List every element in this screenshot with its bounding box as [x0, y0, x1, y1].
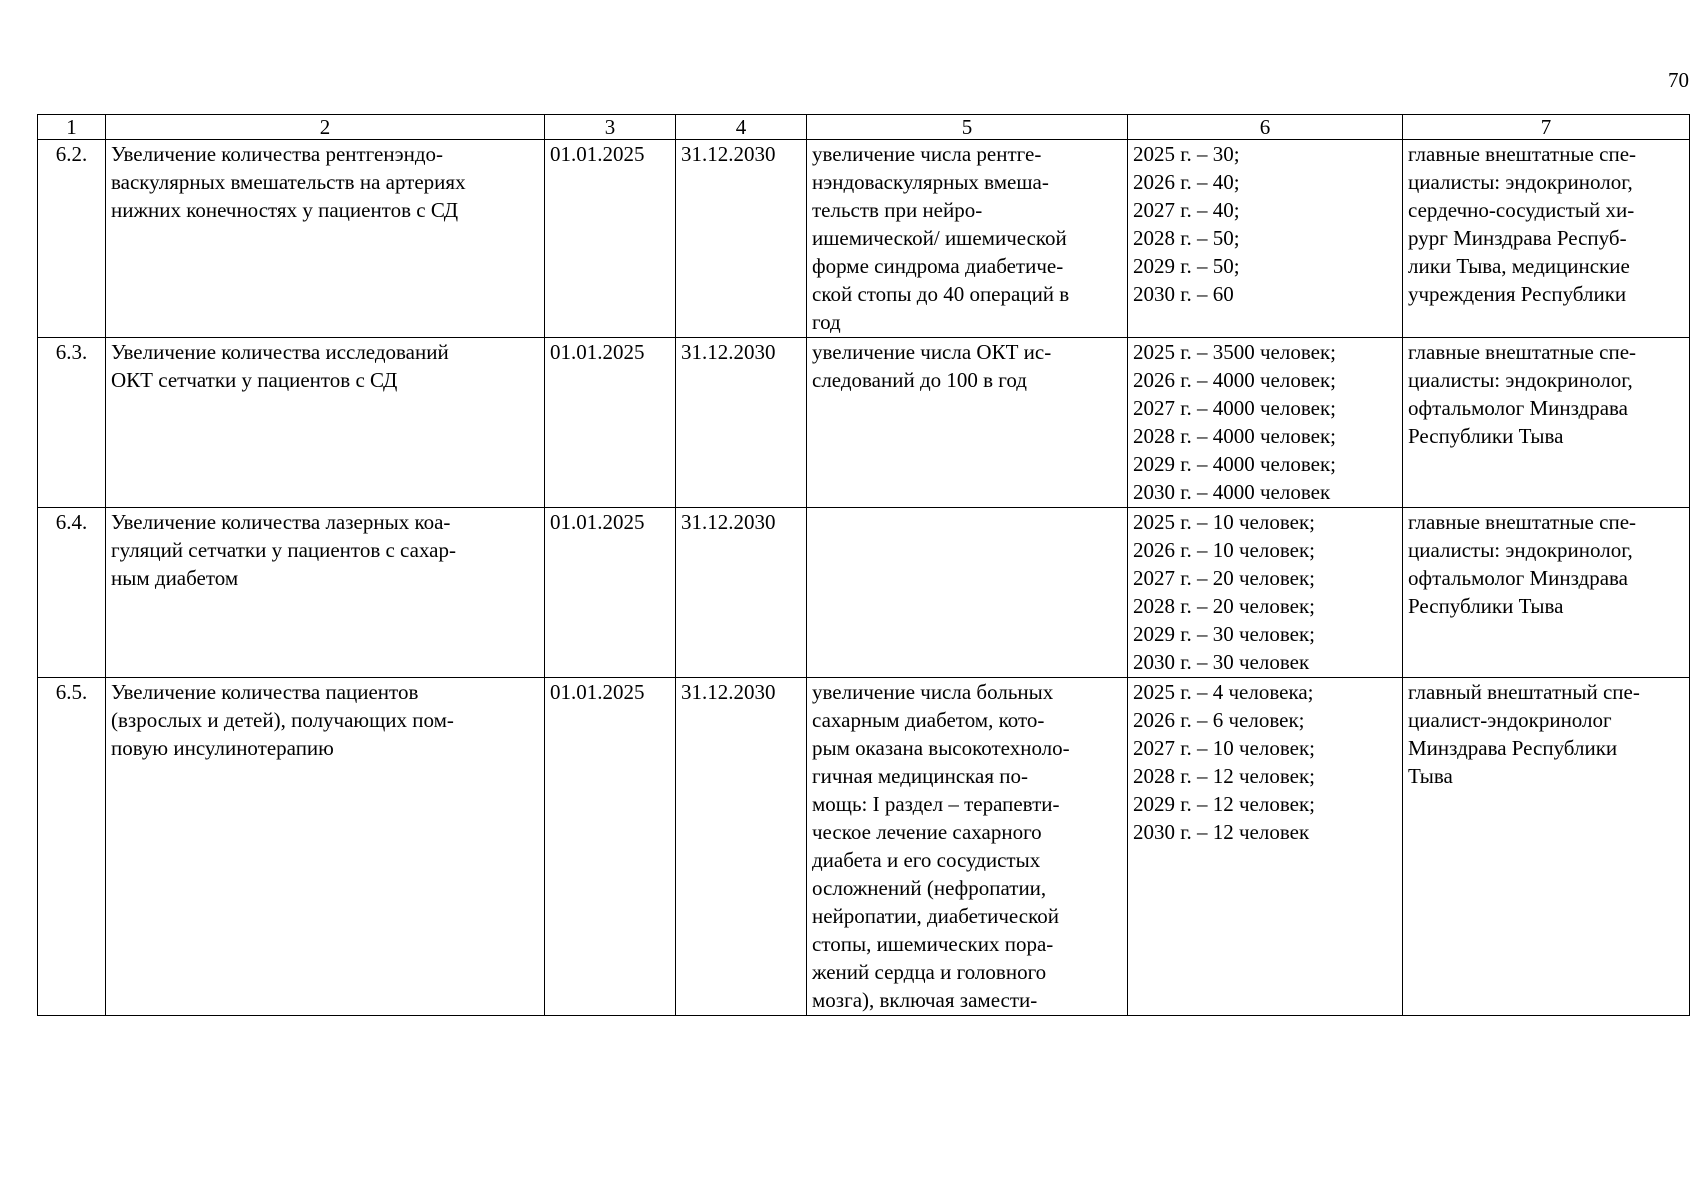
- header-cell-4: 4: [676, 115, 807, 140]
- header-cell-2: 2: [106, 115, 545, 140]
- target-line: 2028 г. – 50;: [1133, 226, 1240, 250]
- target-line: 2030 г. – 4000 человек: [1133, 480, 1331, 504]
- header-cell-7: 7: [1403, 115, 1690, 140]
- table-row: [38, 678, 1690, 1016]
- header-cell-6: 6: [1128, 115, 1403, 140]
- responsible: главный внештатный спе- циалист-эндокринолог Минздрава Республики Тыва: [1403, 678, 1690, 1016]
- target-line: 2029 г. – 4000 человек;: [1133, 452, 1337, 476]
- indicator: увеличение числа рентге- нэндоваскулярных вмеша- тельств при нейро- ишемической/ ишемической форме синдрома диабетиче- ской стопы до 40 операций в год: [807, 140, 1128, 338]
- measure-title: Увеличение количества исследований ОКТ сетчатки у пациентов с СД: [106, 338, 545, 508]
- indicator: увеличение числа ОКТ ис- следований до 100 в год: [807, 338, 1128, 508]
- header-row: [38, 115, 1690, 140]
- header-cell-1: 1: [38, 115, 106, 140]
- target-line: 2025 г. – 30;: [1133, 142, 1240, 166]
- target-line: 2029 г. – 12 человек;: [1133, 792, 1316, 816]
- table-row: [38, 140, 1690, 338]
- page-number: 70: [1668, 68, 1689, 92]
- target-line: 2027 г. – 40;: [1133, 198, 1240, 222]
- responsible: главные внештатные спе- циалисты: эндокринолог, офтальмолог Минздрава Республики Тыва: [1403, 508, 1690, 678]
- start-date: 01.01.2025: [545, 338, 676, 508]
- end-date: 31.12.2030: [676, 508, 807, 678]
- measure-title: Увеличение количества пациентов (взрослых и детей), получающих пом- повую инсулинотерапию: [106, 678, 545, 1016]
- target-line: 2026 г. – 4000 человек;: [1133, 368, 1337, 392]
- row-number: 6.4.: [38, 508, 106, 678]
- row-number: 6.5.: [38, 678, 106, 1016]
- target-line: 2027 г. – 10 человек;: [1133, 736, 1316, 760]
- targets: [1128, 678, 1403, 1016]
- target-line: 2026 г. – 10 человек;: [1133, 538, 1316, 562]
- responsible: главные внештатные спе- циалисты: эндокринолог, сердечно-сосудистый хи- рург Минздрава Респуб- лики Тыва, медицинские учреждения Республики: [1403, 140, 1690, 338]
- targets: [1128, 508, 1403, 678]
- target-line: 2030 г. – 12 человек: [1133, 820, 1310, 844]
- header-cell-3: 3: [545, 115, 676, 140]
- target-line: 2029 г. – 50;: [1133, 254, 1240, 278]
- end-date: 31.12.2030: [676, 140, 807, 338]
- targets: [1128, 338, 1403, 508]
- indicator: [807, 508, 1128, 678]
- start-date: 01.01.2025: [545, 678, 676, 1016]
- target-line: 2027 г. – 4000 человек;: [1133, 396, 1337, 420]
- header-cell-5: 5: [807, 115, 1128, 140]
- table-row: [38, 508, 1690, 678]
- target-line: 2028 г. – 4000 человек;: [1133, 424, 1337, 448]
- table-row: [38, 338, 1690, 508]
- measure-title: Увеличение количества лазерных коа- гуляций сетчатки у пациентов с сахар- ным диабетом: [106, 508, 545, 678]
- target-line: 2030 г. – 60: [1133, 282, 1234, 306]
- target-line: 2030 г. – 30 человек: [1133, 650, 1310, 674]
- row-number: 6.3.: [38, 338, 106, 508]
- target-line: 2028 г. – 12 человек;: [1133, 764, 1316, 788]
- indicator: увеличение числа больных сахарным диабетом, кото- рым оказана высокотехноло- гичная медицинская по- мощь: I раздел – терапевти- ческое лечение сахарного диабета и его сосудистых осложнений (нефропатии, нейропатии, диабетической стопы, ишемических пора- жений сердца и головного мозга), включая замести-: [807, 678, 1128, 1016]
- target-line: 2025 г. – 4 человека;: [1133, 680, 1314, 704]
- responsible: главные внештатные спе- циалисты: эндокринолог, офтальмолог Минздрава Республики Тыва: [1403, 338, 1690, 508]
- plan-table: [37, 114, 1690, 1016]
- end-date: 31.12.2030: [676, 678, 807, 1016]
- target-line: 2026 г. – 6 человек;: [1133, 708, 1305, 732]
- start-date: 01.01.2025: [545, 140, 676, 338]
- target-line: 2027 г. – 20 человек;: [1133, 566, 1316, 590]
- start-date: 01.01.2025: [545, 508, 676, 678]
- measure-title: Увеличение количества рентгенэндо- васкулярных вмешательств на артериях нижних конечностях у пациентов с СД: [106, 140, 545, 338]
- end-date: 31.12.2030: [676, 338, 807, 508]
- targets: [1128, 140, 1403, 338]
- target-line: 2025 г. – 3500 человек;: [1133, 340, 1337, 364]
- target-line: 2025 г. – 10 человек;: [1133, 510, 1316, 534]
- target-line: 2026 г. – 40;: [1133, 170, 1240, 194]
- target-line: 2029 г. – 30 человек;: [1133, 622, 1316, 646]
- row-number: 6.2.: [38, 140, 106, 338]
- target-line: 2028 г. – 20 человек;: [1133, 594, 1316, 618]
